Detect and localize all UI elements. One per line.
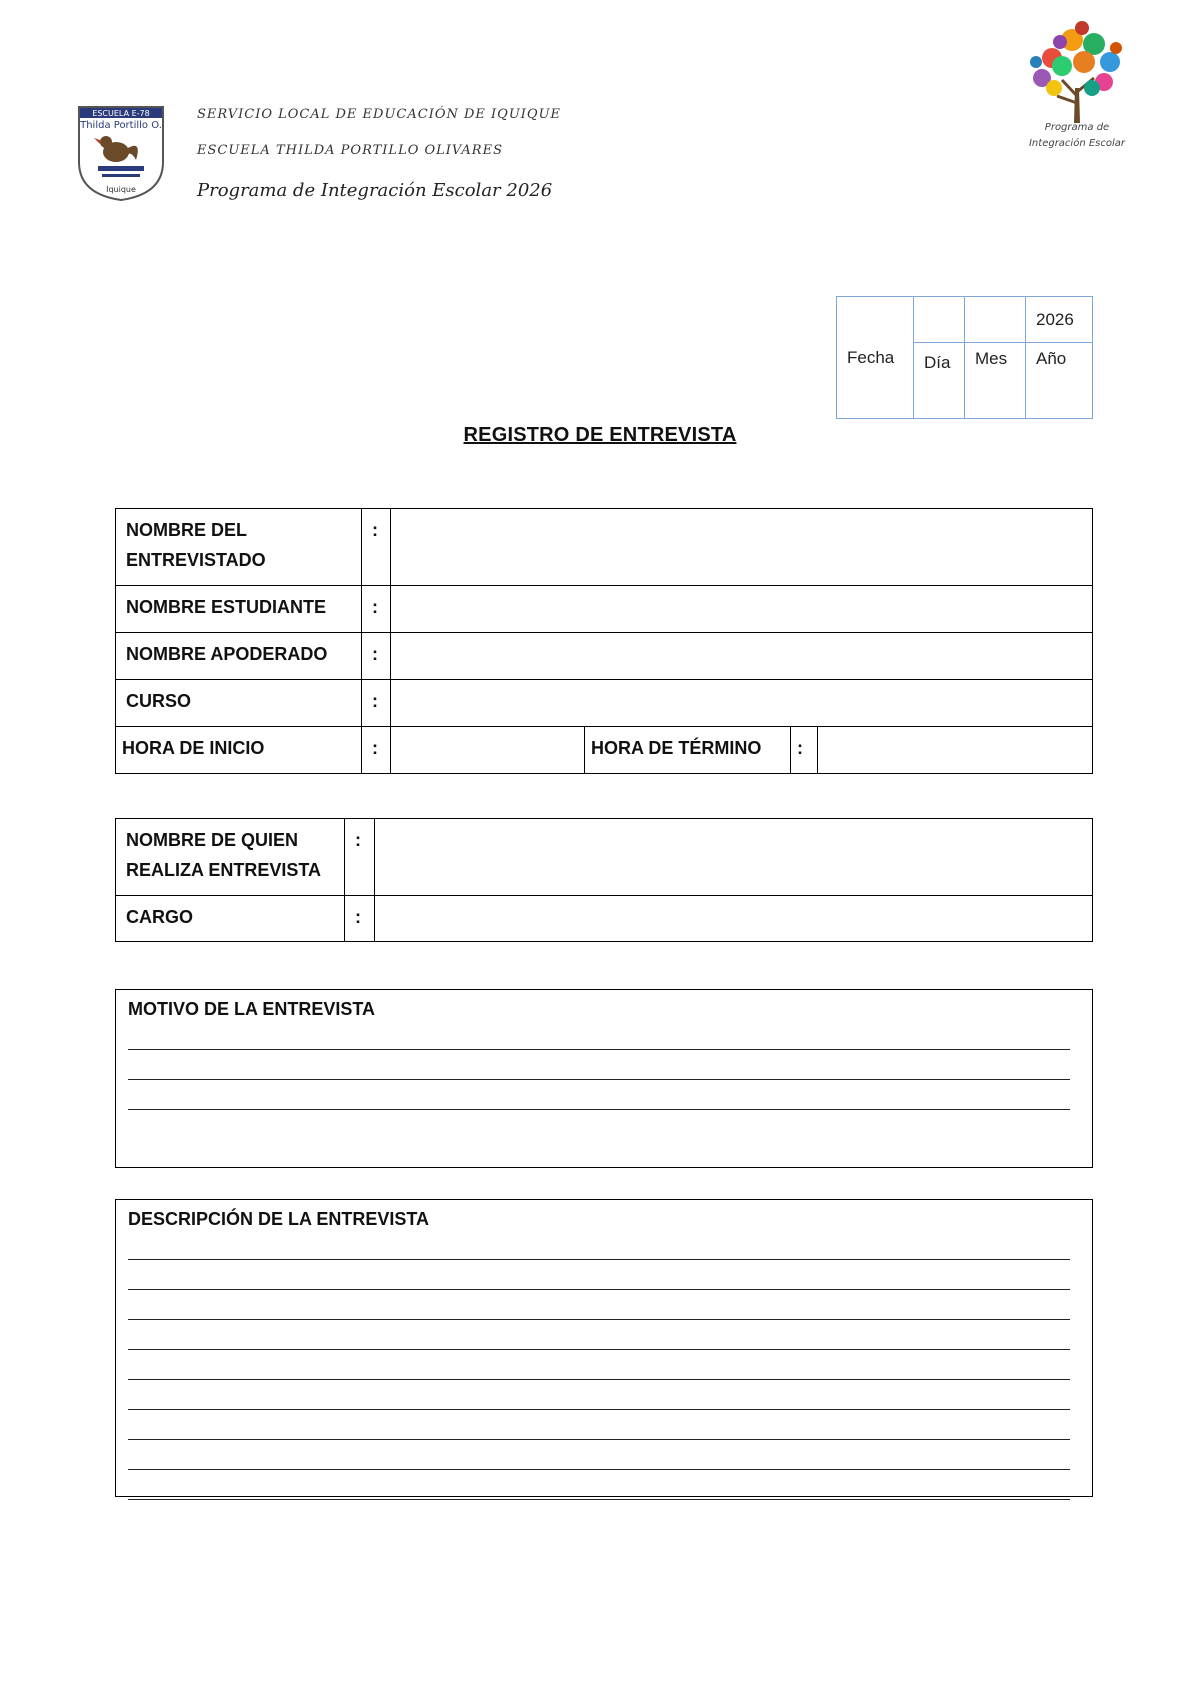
interviewer-table xyxy=(115,818,1093,942)
field-hora-termino[interactable] xyxy=(818,727,1093,774)
header-line-servicio: SERVICIO LOCAL DE EDUCACIÓN DE IQUIQUE xyxy=(197,107,562,122)
motivo-lines xyxy=(128,1020,1080,1110)
svg-text:Iquique: Iquique xyxy=(106,185,136,194)
field-estudiante[interactable] xyxy=(391,586,1093,633)
day-label: Día xyxy=(914,343,965,419)
colon: : xyxy=(362,633,391,680)
pie-logo-caption-2: Integración Escolar xyxy=(1028,138,1126,149)
field-entrevistado[interactable] xyxy=(391,509,1093,586)
descripcion-box[interactable] xyxy=(115,1199,1093,1497)
label-cargo: CARGO xyxy=(116,896,345,942)
label-entrevistado: NOMBRE DEL ENTREVISTADO xyxy=(116,509,362,586)
colon: : xyxy=(791,727,818,774)
colon: : xyxy=(362,509,391,586)
colon: : xyxy=(345,896,375,942)
year-value-cell[interactable]: 2026 xyxy=(1026,297,1093,343)
month-label: Mes xyxy=(965,343,1026,419)
document-title: REGISTRO DE ENTREVISTA xyxy=(463,424,737,446)
header-line-programa: Programa de Integración Escolar 2026 xyxy=(197,180,553,201)
label-hora-termino: HORA DE TÉRMINO xyxy=(585,727,791,774)
colon: : xyxy=(362,586,391,633)
blank-line[interactable] xyxy=(128,1410,1070,1440)
descripcion-label: DESCRIPCIÓN DE LA ENTREVISTA xyxy=(128,1209,430,1229)
header-line-escuela: ESCUELA THILDA PORTILLO OLIVARES xyxy=(197,143,503,158)
field-apoderado[interactable] xyxy=(391,633,1093,680)
field-hora-inicio[interactable] xyxy=(391,727,585,774)
colon: : xyxy=(345,819,375,896)
blank-line[interactable] xyxy=(128,1020,1070,1050)
blank-line[interactable] xyxy=(128,1320,1070,1350)
blank-line[interactable] xyxy=(128,1440,1070,1470)
label-apoderado: NOMBRE APODERADO xyxy=(116,633,362,680)
label-quien-realiza: NOMBRE DE QUIEN REALIZA ENTREVISTA xyxy=(116,819,345,896)
label-hora-inicio: HORA DE INICIO xyxy=(116,727,362,774)
blank-line[interactable] xyxy=(128,1470,1070,1500)
field-curso[interactable] xyxy=(391,680,1093,727)
svg-text:ESCUELA E-78: ESCUELA E-78 xyxy=(92,109,150,118)
interview-info-table xyxy=(115,508,1093,774)
descripcion-lines xyxy=(128,1230,1080,1500)
field-quien-realiza[interactable] xyxy=(375,819,1093,896)
svg-text:Thilda Portillo O.: Thilda Portillo O. xyxy=(80,120,162,131)
pie-logo-caption-1: Programa de xyxy=(1044,122,1110,133)
blank-line[interactable] xyxy=(128,1050,1070,1080)
blank-line[interactable] xyxy=(128,1260,1070,1290)
label-estudiante: NOMBRE ESTUDIANTE xyxy=(116,586,362,633)
motivo-box[interactable] xyxy=(115,989,1093,1168)
date-label: Fecha xyxy=(837,297,914,419)
blank-line[interactable] xyxy=(128,1230,1070,1260)
blank-line[interactable] xyxy=(128,1380,1070,1410)
motivo-label: MOTIVO DE LA ENTREVISTA xyxy=(128,999,376,1019)
blank-line[interactable] xyxy=(128,1350,1070,1380)
colon: : xyxy=(362,680,391,727)
date-box xyxy=(836,296,1093,419)
field-cargo[interactable] xyxy=(375,896,1093,942)
year-label: Año xyxy=(1026,343,1093,419)
label-curso: CURSO xyxy=(116,680,362,727)
month-value-cell[interactable] xyxy=(965,297,1026,343)
blank-line[interactable] xyxy=(128,1290,1070,1320)
colon: : xyxy=(362,727,391,774)
day-value-cell[interactable] xyxy=(914,297,965,343)
school-crest-logo xyxy=(76,104,166,202)
blank-line[interactable] xyxy=(128,1080,1070,1110)
pie-tree-logo xyxy=(1022,18,1132,163)
